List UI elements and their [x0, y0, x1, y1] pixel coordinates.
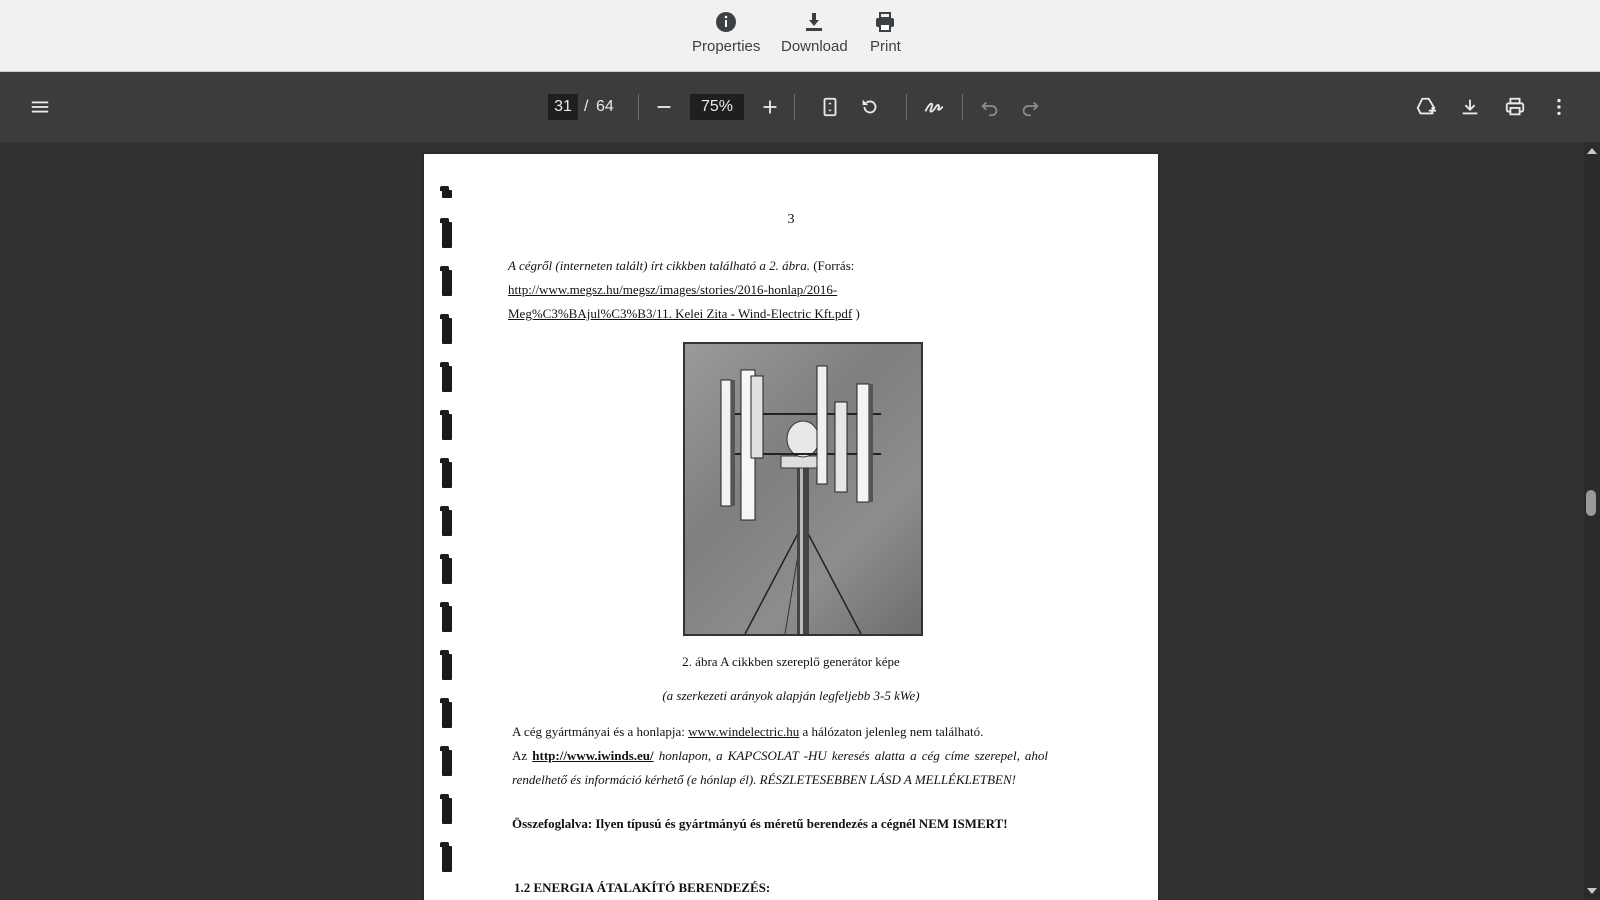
redo-icon	[1019, 96, 1041, 118]
source-link-line1[interactable]: http://www.megsz.hu/megsz/images/stories/2016-honlap/2016-	[508, 282, 838, 297]
document-viewport[interactable]	[0, 142, 1584, 900]
toolbar-divider	[906, 94, 907, 120]
figure-subcaption: (a szerkezeti arányok alapján legfeljebb 3-5 kWe)	[662, 688, 920, 703]
viewer-toolbar	[0, 72, 1600, 142]
download-label: Download	[781, 38, 848, 55]
binding-ring	[442, 846, 452, 872]
toolbar-divider	[962, 94, 963, 120]
page-total: 64	[596, 98, 614, 115]
binding-ring	[442, 510, 452, 536]
binding-ring	[442, 558, 452, 584]
windelectric-link[interactable]: www.windelectric.hu	[688, 724, 800, 739]
iwinds-link[interactable]: http://www.iwinds.eu/	[532, 748, 654, 763]
download-icon	[802, 10, 826, 34]
summary-line: Összefoglalva: Ilyen típusú és gyártmányú és méretű berendezés a cégnél NEM ISMERT!	[512, 816, 1008, 831]
rotate-button[interactable]	[854, 91, 886, 123]
more-vertical-icon	[1548, 96, 1570, 118]
para1-text-a: A cég gyártmányai és a honlapja:	[512, 724, 685, 739]
zoom-level-input[interactable]: 75%	[690, 94, 744, 120]
print-icon	[1504, 96, 1526, 118]
draw-icon	[923, 96, 945, 118]
binding-ring	[442, 190, 452, 198]
fit-page-icon	[819, 96, 841, 118]
scroll-down-arrow-icon[interactable]	[1586, 886, 1598, 896]
para2-text-b: honlapon, a KAPCSOLAT -HU keresés alatta a cég címe szerepel, ahol rendelhető és információ kérhető (e hónlap él). RÉSZLETESEBBEN LÁSD A MELLÉKLETBEN!	[512, 748, 1049, 787]
toolbar-print-button[interactable]	[1499, 91, 1531, 123]
zoom-in-button[interactable]	[754, 91, 786, 123]
binding-ring	[442, 702, 452, 728]
page-number: 3	[787, 212, 795, 227]
scrollbar-thumb[interactable]	[1586, 490, 1596, 516]
drive-add-icon	[1415, 96, 1437, 118]
scroll-up-arrow-icon[interactable]	[1586, 146, 1598, 156]
toolbar-download-button[interactable]	[1454, 91, 1486, 123]
binding-ring	[442, 750, 452, 776]
intro-italic-text: A cégről (interneten talált) írt cikkben található a 2. ábra.	[508, 258, 810, 273]
para2-text-a: Az	[512, 748, 528, 763]
print-button[interactable]	[870, 10, 901, 55]
wind-turbine-photo	[683, 342, 923, 636]
source-link-line2[interactable]: Meg%C3%BAjul%C3%B3/11. Kelei Zita - Wind-Electric Kft.pdf	[508, 306, 853, 321]
print-icon	[873, 10, 897, 34]
toolbar-divider	[794, 94, 795, 120]
binding-ring	[442, 462, 452, 488]
redo-button[interactable]	[1014, 91, 1046, 123]
undo-icon	[979, 96, 1001, 118]
properties-label: Properties	[692, 38, 761, 55]
top-action-bar	[0, 0, 1600, 72]
pdf-page	[424, 154, 1158, 900]
binding-ring	[442, 366, 452, 392]
minus-icon	[653, 96, 675, 118]
toolbar-divider	[638, 94, 639, 120]
next-section-heading: 1.2 ENERGIA ÁTALAKÍTÓ BERENDEZÉS:	[514, 880, 771, 895]
page-separator: /	[584, 98, 589, 115]
save-to-drive-button[interactable]	[1410, 91, 1442, 123]
annotate-button[interactable]	[918, 91, 950, 123]
intro-close-paren: )	[855, 306, 860, 321]
intro-source-label: (Forrás:	[813, 258, 855, 273]
wind-turbine-illustration	[685, 344, 921, 634]
rotate-icon	[859, 96, 881, 118]
binding-ring	[442, 270, 452, 296]
figure-caption: 2. ábra A cikkben szereplő generátor képe	[682, 654, 900, 669]
info-icon	[714, 10, 738, 34]
binding-ring	[442, 606, 452, 632]
more-options-button[interactable]	[1543, 91, 1575, 123]
print-label: Print	[870, 38, 901, 55]
para1-text-b: a hálózaton jelenleg nem található.	[802, 724, 984, 739]
binding-ring	[442, 318, 452, 344]
properties-button[interactable]	[692, 10, 760, 55]
zoom-out-button[interactable]	[648, 91, 680, 123]
hamburger-menu-icon	[29, 96, 51, 118]
fit-to-page-button[interactable]	[814, 91, 846, 123]
undo-button[interactable]	[974, 91, 1006, 123]
vertical-scrollbar[interactable]	[1584, 142, 1600, 900]
binding-ring	[442, 414, 452, 440]
page-number-input[interactable]: 31	[548, 94, 578, 120]
menu-button[interactable]	[24, 91, 56, 123]
plus-icon	[759, 96, 781, 118]
binding-ring	[442, 798, 452, 824]
download-button[interactable]	[781, 10, 848, 55]
intro-paragraph	[508, 254, 1068, 326]
company-paragraph	[512, 720, 1048, 792]
download-icon	[1459, 96, 1481, 118]
